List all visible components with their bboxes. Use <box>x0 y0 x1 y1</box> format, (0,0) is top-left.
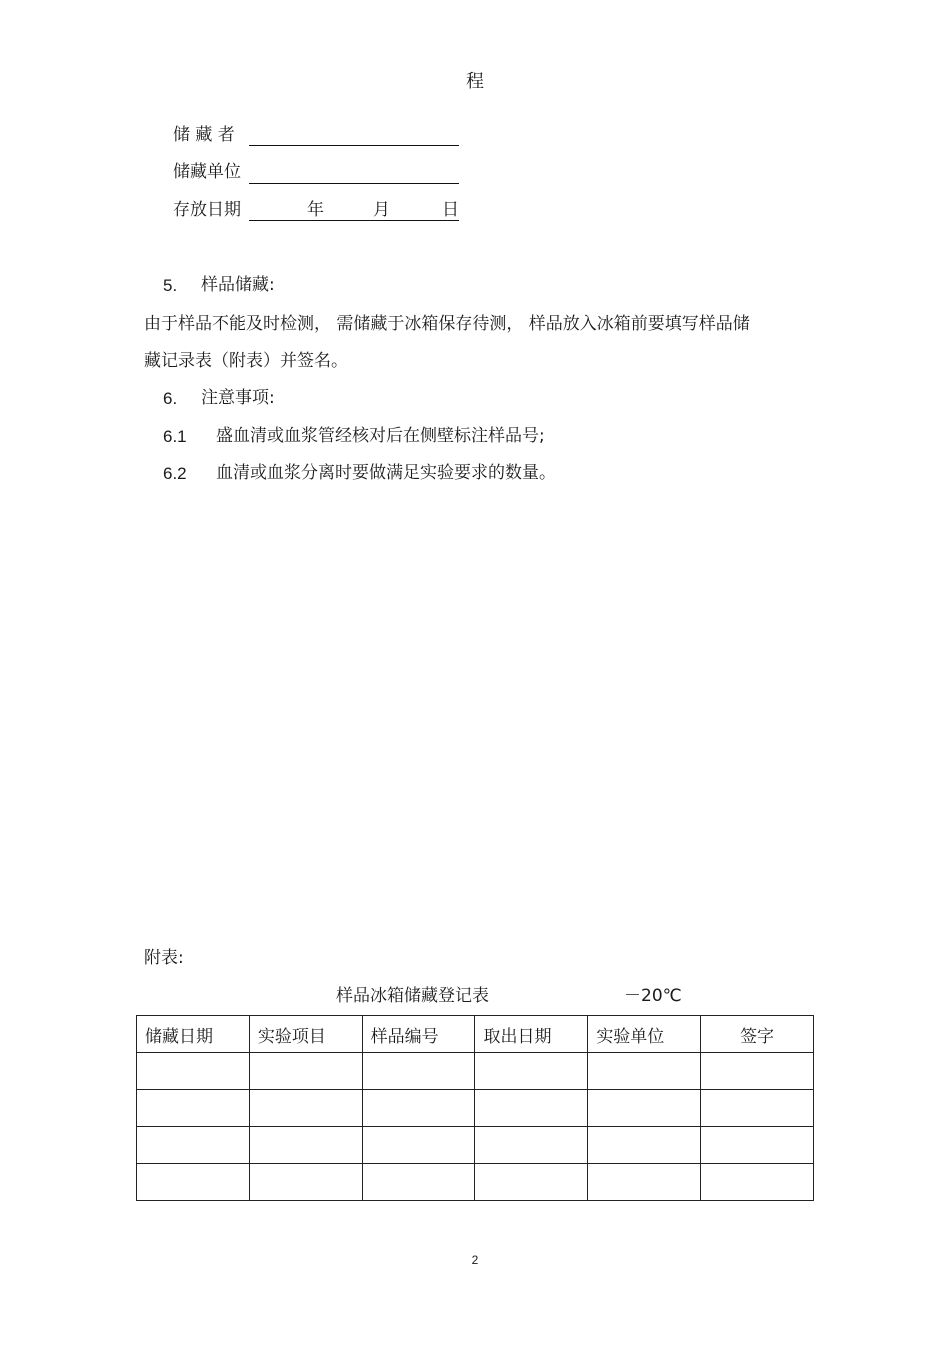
column-header: 实验单位 <box>588 1016 701 1053</box>
table-cell[interactable] <box>362 1053 475 1090</box>
section-5-paragraph-line-1: 由于样品不能及时检测， 需储藏于冰箱保存待测， 样品放入冰箱前要填写样品储 <box>144 314 750 334</box>
storage-date-blank-line[interactable] <box>249 202 459 221</box>
storage-date-label: 存放日期 <box>173 200 241 220</box>
table-cell[interactable] <box>475 1127 588 1164</box>
table-cell[interactable] <box>701 1090 814 1127</box>
storer-blank-line[interactable] <box>249 127 459 146</box>
appendix-label: 附表: <box>144 948 184 968</box>
section-6-title: 注意事项: <box>201 388 275 408</box>
sample-storage-register-table <box>136 1015 814 1201</box>
section-5-number: 5. <box>163 276 178 295</box>
table-cell[interactable] <box>249 1127 362 1164</box>
column-header: 签字 <box>701 1016 814 1053</box>
table-cell[interactable] <box>137 1090 250 1127</box>
table-header-row <box>137 1016 814 1053</box>
table-cell[interactable] <box>588 1127 701 1164</box>
storage-unit-blank-line[interactable] <box>249 164 459 184</box>
table-cell[interactable] <box>362 1164 475 1201</box>
table-cell[interactable] <box>588 1053 701 1090</box>
table-cell[interactable] <box>475 1053 588 1090</box>
table-cell[interactable] <box>588 1164 701 1201</box>
date-day-label: 日 <box>442 200 459 220</box>
item-6-1-number: 6.1 <box>163 427 187 446</box>
date-year-label: 年 <box>307 200 324 220</box>
column-header: 取出日期 <box>475 1016 588 1053</box>
register-table-title: 样品冰箱储藏登记表 <box>336 986 489 1006</box>
storage-unit-label: 储藏单位 <box>173 162 241 182</box>
table-row <box>137 1090 814 1127</box>
table-cell[interactable] <box>701 1127 814 1164</box>
section-5-paragraph-line-2: 藏记录表（附表）并签名。 <box>144 351 348 371</box>
column-header: 储藏日期 <box>137 1016 250 1053</box>
table-cell[interactable] <box>249 1164 362 1201</box>
table-cell[interactable] <box>588 1090 701 1127</box>
table-cell[interactable] <box>701 1053 814 1090</box>
column-header: 样品编号 <box>362 1016 475 1053</box>
column-header: 实验项目 <box>249 1016 362 1053</box>
table-cell[interactable] <box>249 1090 362 1127</box>
item-6-1-text: 盛血清或血浆管经核对后在侧壁标注样品号; <box>216 426 545 446</box>
table-cell[interactable] <box>137 1127 250 1164</box>
item-6-2-number: 6.2 <box>163 464 187 483</box>
table-row <box>137 1164 814 1201</box>
table-cell[interactable] <box>137 1164 250 1201</box>
table-cell[interactable] <box>362 1127 475 1164</box>
table-cell[interactable] <box>362 1090 475 1127</box>
table-row <box>137 1127 814 1164</box>
section-5-title: 样品储藏: <box>201 275 275 295</box>
date-month-label: 月 <box>373 200 390 220</box>
table-cell[interactable] <box>249 1053 362 1090</box>
table-cell[interactable] <box>701 1164 814 1201</box>
item-6-2-text: 血清或血浆分离时要做满足实验要求的数量。 <box>216 463 556 483</box>
table-cell[interactable] <box>475 1090 588 1127</box>
page-number: 2 <box>471 1253 479 1267</box>
page-header: 程 <box>466 71 484 92</box>
register-table-temperature: －20℃ <box>624 986 682 1006</box>
storer-label: 储 藏 者 <box>173 125 235 145</box>
table-cell[interactable] <box>137 1053 250 1090</box>
table-cell[interactable] <box>475 1164 588 1201</box>
section-6-number: 6. <box>163 389 178 408</box>
table-row <box>137 1053 814 1090</box>
